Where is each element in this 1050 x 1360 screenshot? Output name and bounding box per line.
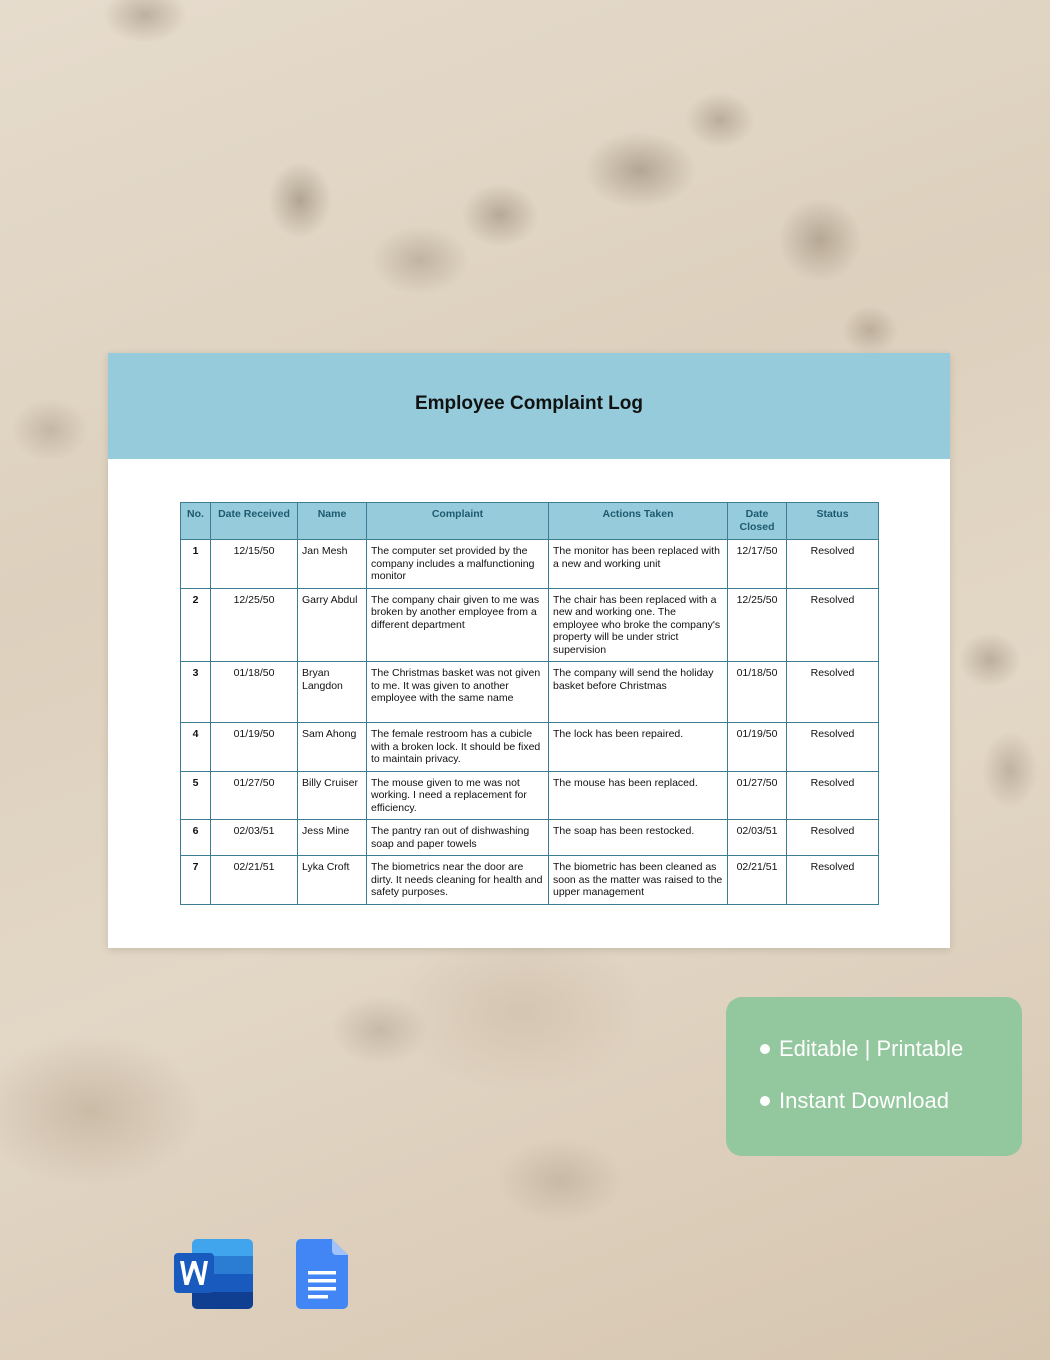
date-received: 02/21/51 <box>211 856 298 905</box>
table-row <box>181 662 879 723</box>
table-row <box>181 771 879 820</box>
google-docs-icon[interactable] <box>296 1239 348 1309</box>
features-badge <box>726 997 1022 1156</box>
status: Resolved <box>787 662 879 723</box>
table-row <box>181 723 879 772</box>
employee-name: Billy Cruiser <box>298 771 367 820</box>
row-number: 6 <box>181 820 211 856</box>
feature-label: Editable | Printable <box>779 1036 964 1061</box>
status: Resolved <box>787 540 879 589</box>
date-closed: 12/25/50 <box>728 588 787 662</box>
status: Resolved <box>787 856 879 905</box>
complaint-text: The company chair given to me was broken by another employee from a different department <box>367 588 549 662</box>
date-received: 02/03/51 <box>211 820 298 856</box>
date-closed: 12/17/50 <box>728 540 787 589</box>
column-header: Status <box>787 503 879 540</box>
status: Resolved <box>787 588 879 662</box>
complaint-log-table <box>180 502 879 905</box>
feature-item <box>760 1036 963 1062</box>
table-row <box>181 820 879 856</box>
date-received: 01/27/50 <box>211 771 298 820</box>
column-header: No. <box>181 503 211 540</box>
employee-name: Jess Mine <box>298 820 367 856</box>
bullet-icon <box>760 1096 770 1106</box>
document-title: Employee Complaint Log <box>414 393 644 414</box>
actions-taken: The biometric has been cleaned as soon as the matter was raised to the upper management <box>549 856 728 905</box>
employee-name: Jan Mesh <box>298 540 367 589</box>
complaint-text: The female restroom has a cubicle with a broken lock. It should be fixed to maintain privacy. <box>367 723 549 772</box>
date-closed: 01/18/50 <box>728 662 787 723</box>
complaint-text: The biometrics near the door are dirty. It needs cleaning for health and safety purposes. <box>367 856 549 905</box>
actions-taken: The soap has been restocked. <box>549 820 728 856</box>
row-number: 2 <box>181 588 211 662</box>
employee-name: Bryan Langdon <box>298 662 367 723</box>
status: Resolved <box>787 771 879 820</box>
table-row <box>181 588 879 662</box>
column-header: Actions Taken <box>549 503 728 540</box>
actions-taken: The mouse has been replaced. <box>549 771 728 820</box>
feature-item <box>760 1088 949 1114</box>
actions-taken: The company will send the holiday basket before Christmas <box>549 662 728 723</box>
column-header: Name <box>298 503 367 540</box>
column-header: Date Received <box>211 503 298 540</box>
row-number: 3 <box>181 662 211 723</box>
employee-name: Sam Ahong <box>298 723 367 772</box>
date-closed: 01/27/50 <box>728 771 787 820</box>
bullet-icon <box>760 1044 770 1054</box>
date-received: 01/19/50 <box>211 723 298 772</box>
actions-taken: The chair has been replaced with a new and working one. The employee who broke the company's property will be under strict supervision <box>549 588 728 662</box>
date-closed: 02/03/51 <box>728 820 787 856</box>
column-header: Complaint <box>367 503 549 540</box>
complaint-text: The Christmas basket was not given to me. It was given to another employee with the same name <box>367 662 549 723</box>
employee-name: Lyka Croft <box>298 856 367 905</box>
row-number: 1 <box>181 540 211 589</box>
column-header: Date Closed <box>728 503 787 540</box>
row-number: 5 <box>181 771 211 820</box>
table-row <box>181 540 879 589</box>
row-number: 7 <box>181 856 211 905</box>
complaint-text: The mouse given to me was not working. I need a replacement for efficiency. <box>367 771 549 820</box>
status: Resolved <box>787 723 879 772</box>
document-header <box>108 353 950 459</box>
complaint-text: The computer set provided by the company includes a malfunctioning monitor <box>367 540 549 589</box>
table-header-row <box>181 503 879 540</box>
table-row <box>181 856 879 905</box>
word-icon[interactable] <box>174 1239 254 1309</box>
row-number: 4 <box>181 723 211 772</box>
employee-name: Garry Abdul <box>298 588 367 662</box>
actions-taken: The lock has been repaired. <box>549 723 728 772</box>
complaint-text: The pantry ran out of dishwashing soap and paper towels <box>367 820 549 856</box>
date-closed: 02/21/51 <box>728 856 787 905</box>
date-received: 12/25/50 <box>211 588 298 662</box>
document-preview <box>108 353 950 948</box>
date-received: 12/15/50 <box>211 540 298 589</box>
date-received: 01/18/50 <box>211 662 298 723</box>
feature-label: Instant Download <box>779 1088 949 1113</box>
actions-taken: The monitor has been replaced with a new and working unit <box>549 540 728 589</box>
status: Resolved <box>787 820 879 856</box>
date-closed: 01/19/50 <box>728 723 787 772</box>
